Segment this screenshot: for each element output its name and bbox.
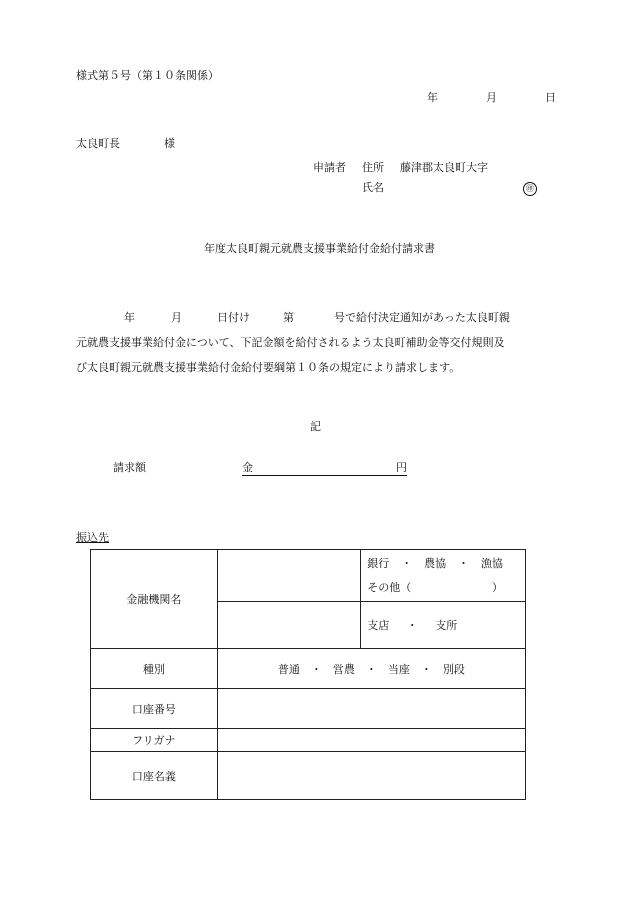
transfer-label: 振込先	[76, 531, 109, 544]
body-number-prefix: 第	[283, 311, 294, 324]
date-day-label: 日	[545, 91, 556, 104]
date-year-label: 年	[427, 91, 438, 104]
account-type-options-text: 普通 ・ 営農 ・ 当座 ・ 別段	[277, 662, 465, 676]
body-year: 年	[124, 311, 135, 324]
option-agri[interactable]: 農協	[424, 556, 447, 570]
body-line1-rest: 号で給付決定通知があった太良町親	[334, 311, 510, 324]
furigana-label: フリガナ	[132, 734, 176, 747]
option-dot-1: ・	[401, 556, 413, 570]
option-sub-branch[interactable]: 支所	[435, 619, 458, 632]
account-type-label: 種別	[142, 662, 165, 676]
institution-label: 金融機関名	[126, 593, 182, 606]
bank-account-table	[90, 549, 526, 800]
body-line-2: 元就農支援事業給付金について、下記金額を給付されるよう太良町補助金等交付規則及	[76, 336, 505, 349]
form-number: 様式第５号（第１０条関係）	[76, 69, 219, 82]
account-number-row	[91, 689, 526, 729]
applicant-address-value: 藤津郡太良町大字	[400, 161, 488, 174]
option-branch[interactable]: 支店	[367, 619, 390, 632]
claim-amount-field[interactable]	[242, 461, 407, 476]
body-day: 日付け	[217, 311, 250, 324]
claim-label: 請求額	[113, 461, 146, 474]
furigana-label-cell	[91, 729, 218, 752]
option-fish[interactable]: 漁協	[480, 556, 503, 570]
applicant-address-label: 住所	[362, 161, 384, 174]
seal-mark	[523, 181, 537, 196]
applicant-name-label: 氏名	[362, 181, 384, 194]
applicant-label: 申請者	[313, 161, 346, 174]
seal-icon: ㊞	[523, 182, 537, 196]
institution-type-options[interactable]	[361, 550, 526, 602]
institution-name-input[interactable]	[217, 550, 361, 602]
furigana-input[interactable]	[217, 729, 525, 752]
option-dot-2: ・	[458, 556, 470, 570]
institution-other-row	[367, 576, 525, 600]
body-line-1	[76, 305, 574, 330]
account-type-options[interactable]	[217, 649, 525, 689]
institution-row-1	[91, 550, 526, 602]
option-dot-3: ・	[406, 619, 418, 632]
branch-name-input[interactable]	[217, 602, 361, 649]
account-number-label-cell	[91, 689, 218, 729]
body-month: 月	[171, 311, 182, 324]
option-bank[interactable]: 銀行	[367, 556, 390, 570]
institution-label-cell	[91, 550, 218, 649]
account-type-label-cell	[91, 649, 218, 689]
option-other-close: ）	[492, 580, 503, 594]
date-month-label: 月	[486, 91, 497, 104]
body-line-3: び太良町親元就農支援事業給付金給付要綱第１０条の規定により請求します。	[76, 361, 461, 374]
claim-prefix: 金	[242, 461, 253, 474]
account-name-input[interactable]	[217, 752, 525, 800]
account-number-input[interactable]	[217, 689, 525, 729]
account-number-label: 口座番号	[131, 702, 176, 716]
request-body	[76, 305, 574, 380]
ki-heading: 記	[310, 420, 321, 433]
institution-type-row	[367, 552, 525, 576]
addressee-name: 太良町長	[76, 137, 120, 150]
document-title: 年度太良町親元就農支援事業給付金給付請求書	[204, 242, 435, 255]
addressee-honorific: 様	[164, 137, 175, 150]
account-name-row	[91, 752, 526, 800]
account-name-label: 口座名義	[131, 769, 176, 783]
branch-type-options[interactable]	[361, 602, 526, 649]
option-other[interactable]: その他（	[367, 580, 412, 594]
account-name-label-cell	[91, 752, 218, 800]
furigana-row	[91, 729, 526, 752]
account-type-row	[91, 649, 526, 689]
claim-suffix: 円	[396, 461, 407, 474]
